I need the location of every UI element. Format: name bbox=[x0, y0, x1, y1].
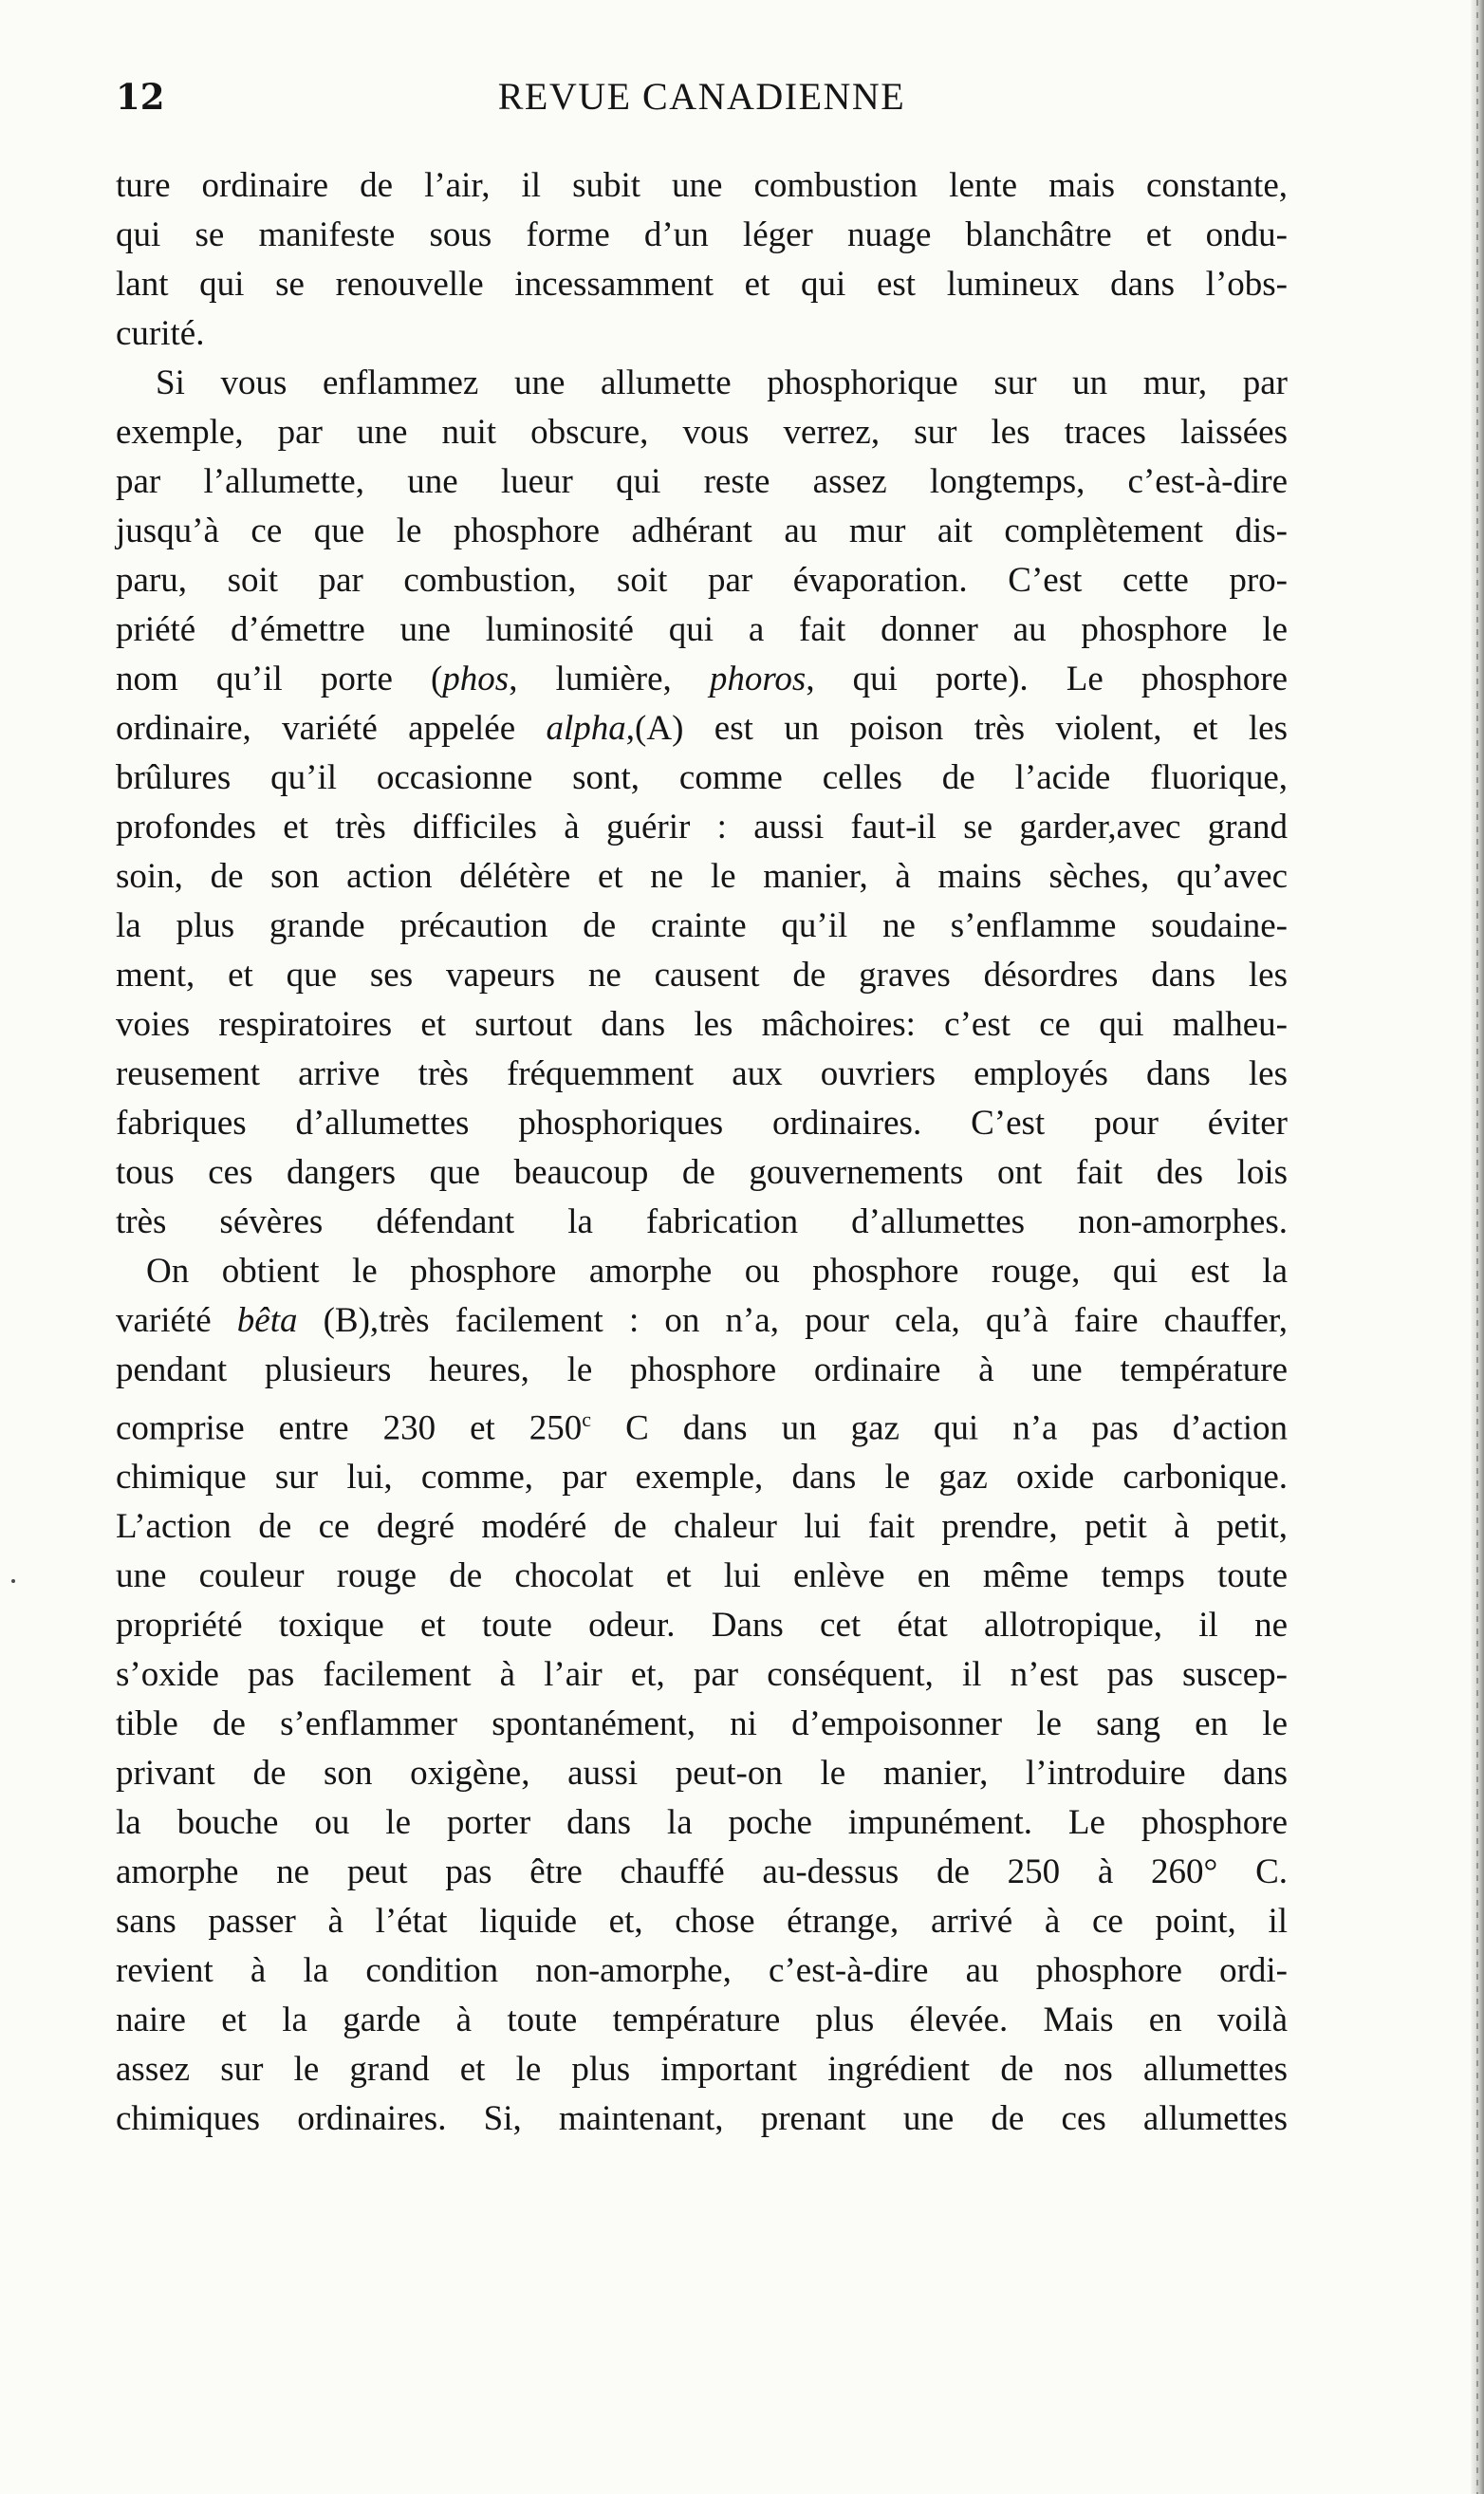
text-line: fabriques d’allumettes phosphoriques ordinaires. C’est pour éviter bbox=[116, 1104, 1288, 1143]
text-line: chimiques ordinaires. Si, maintenant, prenant une de ces allumettes bbox=[116, 2099, 1288, 2139]
body-text bbox=[116, 161, 1288, 2144]
text-line: amorphe ne peut pas être chauffé au-dessus de 250 à 260° C. bbox=[116, 1852, 1288, 1892]
text-line bbox=[116, 1296, 1288, 1346]
text-line: soin, de son action délétère et ne le manier, à mains sèches, qu’avec bbox=[116, 857, 1288, 896]
text-line: qui se manifeste sous forme d’un léger nuage blanchâtre et ondu- bbox=[116, 215, 1288, 254]
italic-term: phoros bbox=[709, 660, 807, 698]
text-line: Si vous enflammez une allumette phosphorique sur un mur, par bbox=[156, 363, 1288, 402]
text-line: une couleur rouge de chocolat et lui enlève en même temps toute bbox=[116, 1556, 1288, 1596]
text-line: chimique sur lui, comme, par exemple, dans le gaz oxide carbonique. bbox=[116, 1458, 1288, 1498]
text-segment: C dans un gaz qui n’a pas d’action bbox=[591, 1408, 1288, 1448]
italic-term: bêta bbox=[236, 1301, 298, 1340]
text-line: On obtient le phosphore amorphe ou phosphore rouge, qui est la bbox=[146, 1252, 1288, 1291]
text-segment: (B),très facilement : on n’a, pour cela, qu’à faire chauffer, bbox=[297, 1301, 1288, 1340]
text-line: profondes et très difficiles à guérir : aussi faut-il se garder,avec grand bbox=[116, 808, 1288, 847]
text-segment: , qui porte). Le phosphore bbox=[806, 660, 1289, 698]
text-line bbox=[116, 655, 1288, 704]
text-line: ment, et que ses vapeurs ne causent de graves désordres dans les bbox=[116, 956, 1288, 995]
running-title: REVUE CANADIENNE bbox=[497, 75, 906, 118]
text-line: lant qui se renouvelle incessamment et qui est lumineux dans l’obs- bbox=[116, 265, 1288, 304]
text-segment: nom qu’il porte ( bbox=[116, 660, 443, 698]
text-line: curité. bbox=[116, 314, 205, 353]
italic-term: phos bbox=[442, 660, 510, 698]
text-line: la plus grande précaution de crainte qu’il ne s’enflamme soudaine- bbox=[116, 906, 1288, 945]
text-line: privant de son oxigène, aussi peut-on le manier, l’introduire dans bbox=[116, 1754, 1288, 1794]
text-segment: comprise entre 230 et 250 bbox=[116, 1408, 583, 1448]
superscript-mark: c bbox=[582, 1407, 592, 1431]
text-line: ture ordinaire de l’air, il subit une combustion lente mais constante, bbox=[116, 166, 1288, 205]
text-line: jusqu’à ce que le phosphore adhérant au mur ait complètement dis- bbox=[116, 512, 1288, 550]
text-line: sans passer à l’état liquide et, chose étrange, arrivé à ce point, il bbox=[116, 1902, 1288, 1942]
text-line: s’oxide pas facilement à l’air et, par conséquent, il n’est pas suscep- bbox=[116, 1655, 1288, 1695]
page-edge-shadow bbox=[1471, 0, 1484, 2494]
text-line: priété d’émettre une luminosité qui a fait donner au phosphore le bbox=[116, 610, 1288, 649]
page-header bbox=[116, 72, 1288, 129]
text-line: revient à la condition non-amorphe, c’est-à-dire au phosphore ordi- bbox=[116, 1951, 1288, 1991]
text-line: la bouche ou le porter dans la poche impunément. Le phosphore bbox=[116, 1803, 1288, 1843]
text-line: par l’allumette, une lueur qui reste assez longtemps, c’est-à-dire bbox=[116, 462, 1288, 501]
text-line: tous ces dangers que beaucoup de gouvernements ont fait des lois bbox=[116, 1153, 1288, 1192]
page-number: 12 bbox=[116, 76, 165, 118]
text-segment: ,(A) est un poison très violent, et les bbox=[625, 709, 1288, 748]
text-line bbox=[116, 1395, 1288, 1453]
text-line: reusement arrive très fréquemment aux ouvriers employés dans les bbox=[116, 1054, 1288, 1093]
text-segment: ordinaire, variété appelée bbox=[116, 709, 547, 748]
text-segment: , lumière, bbox=[509, 660, 710, 698]
text-line: exemple, par une nuit obscure, vous verrez, sur les traces laissées bbox=[116, 413, 1288, 452]
text-line: naire et la garde à toute température plus élevée. Mais en voilà bbox=[116, 2001, 1288, 2040]
text-line: tible de s’enflammer spontanément, ni d’empoisonner le sang en le bbox=[116, 1704, 1288, 1744]
italic-term: alpha bbox=[546, 709, 626, 748]
ink-speck bbox=[11, 1579, 15, 1583]
text-line: assez sur le grand et le plus important ingrédient de nos allumettes bbox=[116, 2050, 1288, 2090]
text-line: L’action de ce degré modéré de chaleur lui fait prendre, petit à petit, bbox=[116, 1507, 1288, 1547]
text-line: paru, soit par combustion, soit par évaporation. C’est cette pro- bbox=[116, 561, 1288, 600]
text-line: pendant plusieurs heures, le phosphore ordinaire à une température bbox=[116, 1350, 1288, 1389]
text-line: voies respiratoires et surtout dans les mâchoires: c’est ce qui malheu- bbox=[116, 1005, 1288, 1044]
text-line bbox=[116, 704, 1288, 754]
text-line: propriété toxique et toute odeur. Dans cet état allotropique, il ne bbox=[116, 1606, 1288, 1646]
text-line: très sévères défendant la fabrication d’allumettes non-amorphes. bbox=[116, 1202, 1288, 1241]
text-segment: variété bbox=[116, 1301, 237, 1340]
text-line: brûlures qu’il occasionne sont, comme celles de l’acide fluorique, bbox=[116, 758, 1288, 797]
